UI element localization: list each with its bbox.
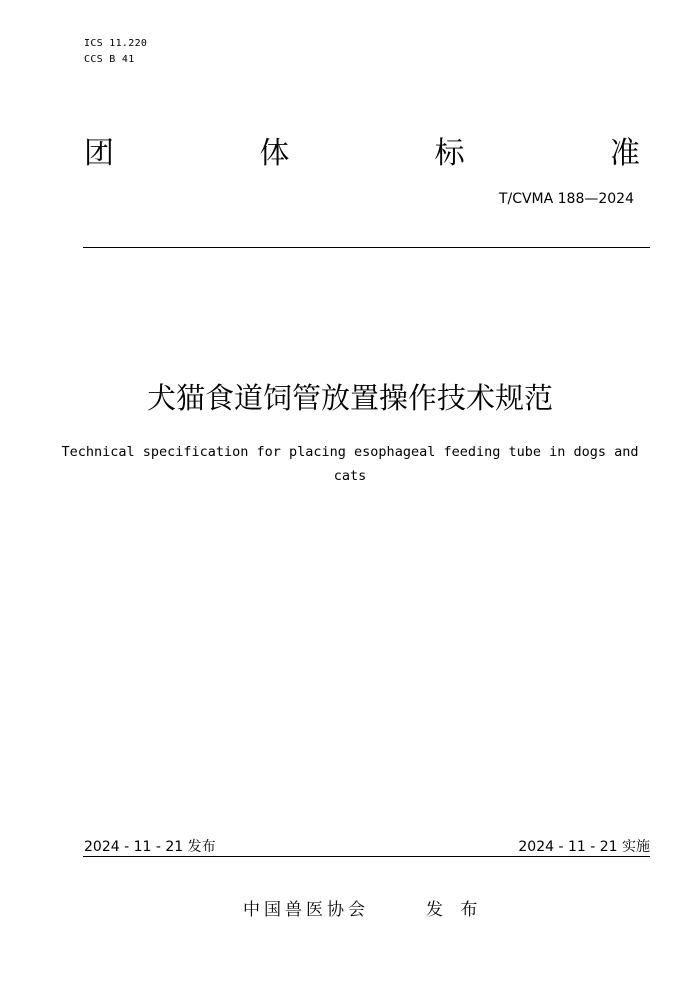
standard-number: T/CVMA 188—2024 xyxy=(498,191,634,207)
english-title-line: Technical specification for placing esophageal feeding tube in dogs and xyxy=(61,444,639,460)
standard-type-char: 团 xyxy=(84,136,114,171)
english-title xyxy=(60,440,640,488)
issue-date: 2024 - 11 - 21 发布 xyxy=(84,839,216,855)
standard-type-char: 标 xyxy=(434,136,465,171)
classification-codes xyxy=(84,36,147,68)
chinese-title: 犬猫食道饲管放置操作技术规范 xyxy=(146,381,553,415)
standard-type-heading xyxy=(84,134,640,174)
bottom-divider xyxy=(83,856,650,857)
ics-code: ICS 11.220 xyxy=(84,38,148,49)
publisher-name: 中国兽医协会 xyxy=(243,900,369,920)
ccs-code: CCS B 41 xyxy=(84,54,135,65)
english-title-line: cats xyxy=(333,468,367,484)
standard-type-char: 准 xyxy=(609,136,640,171)
top-divider xyxy=(83,247,650,248)
implementation-date: 2024 - 11 - 21 实施 xyxy=(518,839,650,855)
standard-type-char: 体 xyxy=(259,136,290,171)
publish-label: 发 布 xyxy=(426,900,484,920)
